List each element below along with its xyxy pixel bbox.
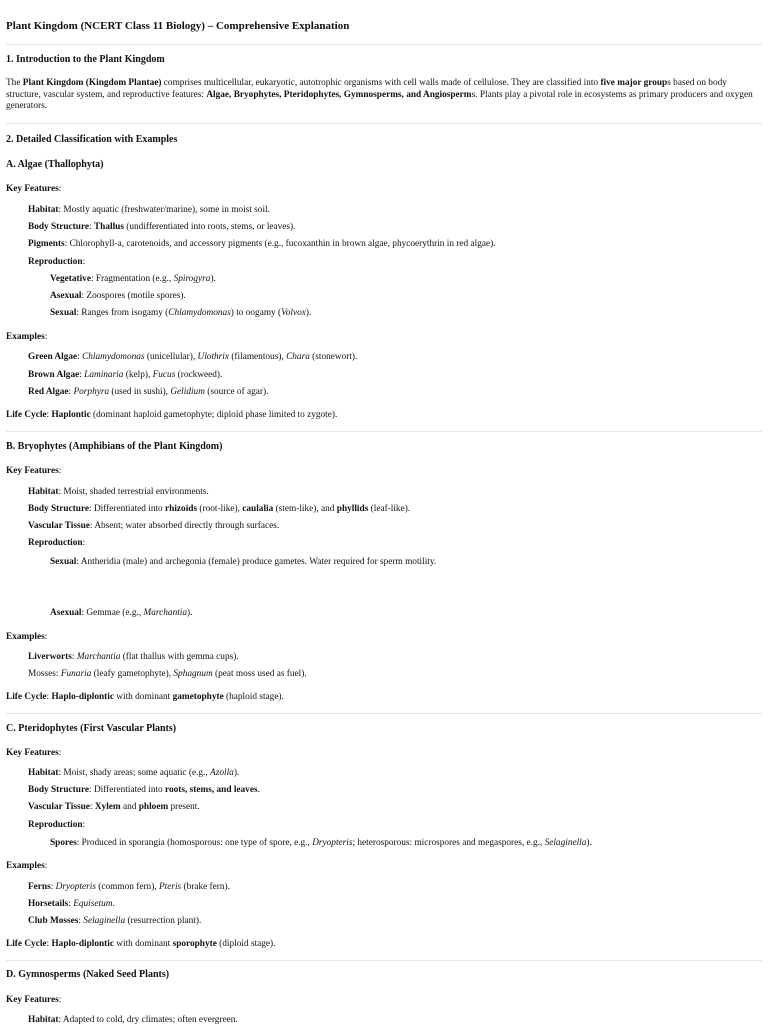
algae-habitat: Habitat: Mostly aquatic (freshwater/marine), some in moist soil. bbox=[28, 205, 270, 215]
bryophytes-asexual: Asexual: Gemmae (e.g., Marchantia). bbox=[50, 608, 193, 618]
algae-example-red: Red Algae: Porphyra (used in sushi), Gelidium (source of agar). bbox=[28, 387, 269, 397]
gymnosperms-heading: D. Gymnosperms (Naked Seed Plants) bbox=[6, 969, 170, 980]
divider bbox=[6, 960, 762, 961]
algae-examples-label: Examples: bbox=[6, 332, 48, 342]
bryophytes-reproduction: Reproduction: bbox=[28, 538, 86, 548]
pteridophytes-body-structure: Body Structure: Differentiated into roots, stems, and leaves. bbox=[28, 785, 260, 795]
intro-heading: 1. Introduction to the Plant Kingdom bbox=[6, 54, 165, 65]
divider bbox=[6, 44, 762, 45]
divider bbox=[6, 123, 762, 124]
algae-pigments: Pigments: Chlorophyll-a, carotenoids, and accessory pigments (e.g., fucoxanthin in brown algae, phycoerythrin in red algae). bbox=[28, 239, 496, 249]
pteridophytes-reproduction: Reproduction: bbox=[28, 820, 86, 830]
pteridophytes-example-club-mosses: Club Mosses: Selaginella (resurrection plant). bbox=[28, 916, 202, 926]
intro-paragraph: The Plant Kingdom (Kingdom Plantae) comprises multicellular, eukaryotic, autotrophic organisms with cell walls made of cellulose. They are classified into five major groups based on body structure, vascular system, and reproductive features: Algae, Bryophytes, Pteridophytes, Gymnosperms, and Angiosperms. Plants play a pivotal role in ecosystems as primary producers and oxygen generators. bbox=[6, 78, 753, 111]
pteridophytes-example-ferns: Ferns: Dryopteris (common fern), Pteris (brake fern). bbox=[28, 882, 230, 892]
pteridophytes-examples-label: Examples: bbox=[6, 861, 48, 871]
pteridophytes-vascular: Vascular Tissue: Xylem and phloem present. bbox=[28, 802, 200, 812]
bryophytes-examples-label: Examples: bbox=[6, 632, 48, 642]
pteridophytes-life-cycle: Life Cycle: Haplo-diplontic with dominant sporophyte (diploid stage). bbox=[6, 939, 276, 949]
bryophytes-life-cycle: Life Cycle: Haplo-diplontic with dominant gametophyte (haploid stage). bbox=[6, 692, 284, 702]
bryophytes-body-structure: Body Structure: Differentiated into rhizoids (root-like), caulalia (stem-like), and phyllids (leaf-like). bbox=[28, 504, 411, 514]
gymnosperms-habitat: Habitat: Adapted to cold, dry climates; often evergreen. bbox=[28, 1015, 238, 1025]
pteridophytes-heading: C. Pteridophytes (First Vascular Plants) bbox=[6, 723, 177, 734]
algae-heading: A. Algae (Thallophyta) bbox=[6, 159, 104, 170]
pteridophytes-key-features: Key Features: bbox=[6, 748, 62, 758]
bryophytes-key-features: Key Features: bbox=[6, 466, 62, 476]
classification-heading: 2. Detailed Classification with Examples bbox=[6, 134, 178, 145]
algae-reproduction: Reproduction: bbox=[28, 257, 86, 267]
gymnosperms-key-features: Key Features: bbox=[6, 995, 62, 1005]
bryophytes-heading: B. Bryophytes (Amphibians of the Plant Kingdom) bbox=[6, 441, 223, 452]
bryophytes-vascular: Vascular Tissue: Absent; water absorbed directly through surfaces. bbox=[28, 521, 280, 531]
pteridophytes-spores: Spores: Produced in sporangia (homosporous: one type of spore, e.g., Dryopteris; heterosporous: microspores and megaspores, e.g., Selaginella). bbox=[50, 838, 592, 848]
algae-life-cycle: Life Cycle: Haplontic (dominant haploid gametophyte; diploid phase limited to zygote). bbox=[6, 410, 338, 420]
algae-example-brown: Brown Algae: Laminaria (kelp), Fucus (rockweed). bbox=[28, 370, 223, 380]
algae-asexual: Asexual: Zoospores (motile spores). bbox=[50, 291, 186, 301]
algae-vegetative: Vegetative: Fragmentation (e.g., Spirogyra). bbox=[50, 274, 216, 284]
bryophytes-habitat: Habitat: Moist, shaded terrestrial environments. bbox=[28, 487, 209, 497]
bryophytes-sexual: Sexual: Antheridia (male) and archegonia (female) produce gametes. Water required for sperm motility. bbox=[50, 557, 437, 567]
divider bbox=[6, 431, 762, 432]
algae-key-features: Key Features: bbox=[6, 184, 62, 194]
divider bbox=[6, 713, 762, 714]
algae-body-structure: Body Structure: Thallus (undifferentiated into roots, stems, or leaves). bbox=[28, 222, 296, 232]
bryophytes-example-liverworts: Liverworts: Marchantia (flat thallus with gemma cups). bbox=[28, 652, 239, 662]
pteridophytes-example-horsetails: Horsetails: Equisetum. bbox=[28, 899, 115, 909]
pteridophytes-habitat: Habitat: Moist, shady areas; some aquatic (e.g., Azolla). bbox=[28, 768, 240, 778]
bryophytes-example-mosses: Mosses: Funaria (leafy gametophyte), Sphagnum (peat moss used as fuel). bbox=[28, 669, 307, 679]
page-title: Plant Kingdom (NCERT Class 11 Biology) – Comprehensive Explanation bbox=[6, 20, 350, 32]
algae-example-green: Green Algae: Chlamydomonas (unicellular), Ulothrix (filamentous), Chara (stonewort). bbox=[28, 352, 358, 362]
algae-sexual: Sexual: Ranges from isogamy (Chlamydomonas) to oogamy (Volvox). bbox=[50, 308, 312, 318]
